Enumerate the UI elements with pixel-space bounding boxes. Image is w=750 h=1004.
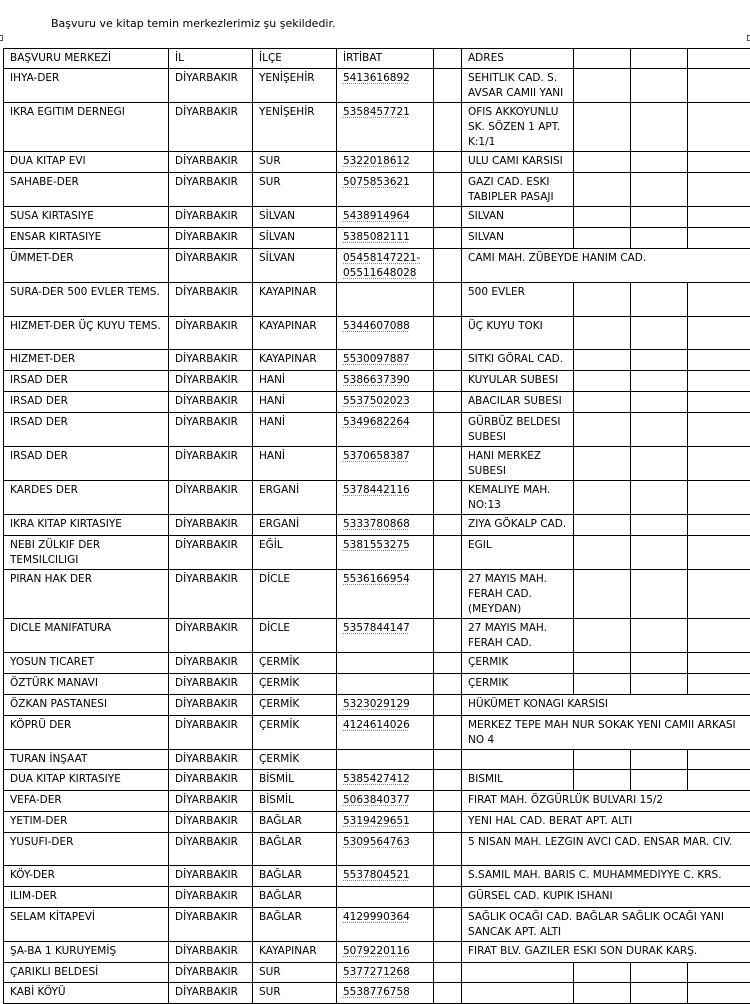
cell-ilce: HANİ xyxy=(253,371,337,392)
table-row xyxy=(4,207,750,228)
cell-phone: 5344607088 xyxy=(337,317,434,350)
cell-ilce: SİLVAN xyxy=(253,249,337,283)
cell-il: DİYARBAKIR xyxy=(169,228,253,249)
cell-address: SITKI GÖRAL CAD. xyxy=(462,350,574,371)
cell-il: DİYARBAKIR xyxy=(169,619,253,653)
table-row xyxy=(4,942,750,963)
table-row xyxy=(4,695,750,716)
cell-center: DUA KITAP KIRTASIYE xyxy=(4,770,169,791)
table-row xyxy=(4,791,750,812)
cell-center: KÖPRÜ DER xyxy=(4,716,169,750)
cell-address: GAZI CAD. ESKI TABIPLER PASAJI xyxy=(462,173,574,207)
cell-ilce: ÇERMİK xyxy=(253,674,337,695)
header-adres: ADRES xyxy=(462,49,574,69)
cell-phone: 5385082111 xyxy=(337,228,434,249)
cell-address: ÜÇ KUYU TOKI xyxy=(462,317,574,350)
cell-phone: 4124614026 xyxy=(337,716,434,750)
cell-phone: 5377271268 xyxy=(337,963,434,983)
header-ilce: İLÇE xyxy=(253,49,337,69)
cell-center: NEBI ZÜLKIF DER TEMSILCILIGI xyxy=(4,536,169,570)
cell-phone: 5322018612 xyxy=(337,152,434,173)
cell-center: HIZMET-DER xyxy=(4,350,169,371)
cell-il: DİYARBAKIR xyxy=(169,173,253,207)
cell-center: SAHABE-DER xyxy=(4,173,169,207)
cell-address: GÜRBÜZ BELDESI SUBESI xyxy=(462,413,574,447)
cell-ilce: DİCLE xyxy=(253,570,337,619)
table-row xyxy=(4,866,750,887)
cell-address: BISMIL xyxy=(462,770,574,791)
table-row xyxy=(4,152,750,173)
cell-ilce: SUR xyxy=(253,963,337,983)
cell-il: DİYARBAKIR xyxy=(169,481,253,515)
cell-address: ULU CAMI KARSISI xyxy=(462,152,574,173)
cell-address: 5 NISAN MAH. LEZGIN AVCI CAD. ENSAR MAR. CIV. xyxy=(462,833,750,866)
cell-address: S.SAMIL MAH. BARIS C. MUHAMMEDIYYE C. KRS. xyxy=(462,866,750,887)
table-row xyxy=(4,481,750,515)
cell-ilce: BAĞLAR xyxy=(253,887,337,908)
cell-ilce: KAYAPINAR xyxy=(253,283,337,317)
cell-ilce: ERGANİ xyxy=(253,481,337,515)
cell-phone: 5381553275 xyxy=(337,536,434,570)
cell-center: ÜMMET-DER xyxy=(4,249,169,283)
cell-il: DİYARBAKIR xyxy=(169,791,253,812)
cell-address: FIRAT MAH. ÖZGÜRLÜK BULVARI 15/2 xyxy=(462,791,750,812)
cell-il: DİYARBAKIR xyxy=(169,249,253,283)
cell-il: DİYARBAKIR xyxy=(169,983,253,1004)
cell-center: YUSUFI-DER xyxy=(4,833,169,866)
cell-ilce: SUR xyxy=(253,983,337,1004)
cell-il: DİYARBAKIR xyxy=(169,908,253,942)
cell-address: GÜRSEL CAD. KUPIK ISHANI xyxy=(462,887,750,908)
cell-phone: 5537502023 xyxy=(337,392,434,413)
table-row xyxy=(4,515,750,536)
cell-ilce: BAĞLAR xyxy=(253,812,337,833)
table-body xyxy=(4,69,750,1004)
cell-phone: 5370658387 xyxy=(337,447,434,481)
cell-address: SILVAN xyxy=(462,228,574,249)
table-row xyxy=(4,653,750,674)
cell-address: OFIS AKKOYUNLU SK. SÖZEN 1 APT. K:1/1 xyxy=(462,103,574,152)
cell-center: IRSAD DER xyxy=(4,413,169,447)
cell-il: DİYARBAKIR xyxy=(169,371,253,392)
cell-phone: 4129990364 xyxy=(337,908,434,942)
cell-phone: 5333780868 xyxy=(337,515,434,536)
cell-center: ENSAR KIRTASIYE xyxy=(4,228,169,249)
cell-phone: 5530097887 xyxy=(337,350,434,371)
cell-il: DİYARBAKIR xyxy=(169,833,253,866)
cell-ilce: HANİ xyxy=(253,447,337,481)
cell-center: ÖZTÜRK MANAVI xyxy=(4,674,169,695)
cell-il: DİYARBAKIR xyxy=(169,207,253,228)
cell-center: IRSAD DER xyxy=(4,392,169,413)
cell-address: ZIYA GÖKALP CAD. xyxy=(462,515,574,536)
cell-ilce: ÇERMİK xyxy=(253,695,337,716)
cell-il: DİYARBAKIR xyxy=(169,447,253,481)
cell-center: TURAN İNŞAAT xyxy=(4,750,169,770)
cell-il: DİYARBAKIR xyxy=(169,887,253,908)
cell-phone: 5349682264 xyxy=(337,413,434,447)
cell-center: SUSA KIRTASIYE xyxy=(4,207,169,228)
cell-address: KEMALIYE MAH. NO:13 xyxy=(462,481,574,515)
cell-address: MERKEZ TEPE MAH NUR SOKAK YENI CAMII ARKASI NO 4 xyxy=(462,716,750,750)
cell-phone: 5538776758 xyxy=(337,983,434,1004)
table-row xyxy=(4,770,750,791)
cell-center: SURA-DER 500 EVLER TEMS. xyxy=(4,283,169,317)
cell-il: DİYARBAKIR xyxy=(169,515,253,536)
cell-phone: 5319429651 xyxy=(337,812,434,833)
cell-center: PIRAN HAK DER xyxy=(4,570,169,619)
cell-ilce: ÇERMİK xyxy=(253,716,337,750)
cell-il: DİYARBAKIR xyxy=(169,674,253,695)
cell-ilce: SUR xyxy=(253,152,337,173)
table-row xyxy=(4,350,750,371)
table-row xyxy=(4,371,750,392)
cell-ilce: KAYAPINAR xyxy=(253,942,337,963)
table-row xyxy=(4,963,750,983)
cell-address: ABACILAR SUBESI xyxy=(462,392,574,413)
cell-ilce: ÇERMİK xyxy=(253,653,337,674)
cell-ilce: BİSMİL xyxy=(253,770,337,791)
cell-center: KARDES DER xyxy=(4,481,169,515)
cell-phone: 5537804521 xyxy=(337,866,434,887)
intro-text: Başvuru ve kitap temin merkezlerimiz şu şekildedir. xyxy=(51,17,336,30)
table-row xyxy=(4,228,750,249)
cell-il: DİYARBAKIR xyxy=(169,536,253,570)
cell-center: SELAM KİTAPEVİ xyxy=(4,908,169,942)
cell-address: CAMI MAH. ZÜBEYDE HANIM CAD. xyxy=(462,249,750,283)
cell-center: DICLE MANIFATURA xyxy=(4,619,169,653)
cell-il: DİYARBAKIR xyxy=(169,103,253,152)
table-row xyxy=(4,674,750,695)
cell-il: DİYARBAKIR xyxy=(169,942,253,963)
cell-center: YETIM-DER xyxy=(4,812,169,833)
table-row xyxy=(4,983,750,1004)
cell-ilce: HANİ xyxy=(253,413,337,447)
cell-address: FIRAT BLV. GAZILER ESKI SON DURAK KARŞ. xyxy=(462,942,750,963)
cell-il: DİYARBAKIR xyxy=(169,69,253,103)
table-row xyxy=(4,392,750,413)
cell-ilce: DİCLE xyxy=(253,619,337,653)
cell-center: YOSUN TICARET xyxy=(4,653,169,674)
table-row xyxy=(4,750,750,770)
cell-center: ÖZKAN PASTANESI xyxy=(4,695,169,716)
header-il: İL xyxy=(169,49,253,69)
cell-address xyxy=(462,963,574,983)
table-row xyxy=(4,283,750,317)
cell-address: ÇERMIK xyxy=(462,653,574,674)
cell-address xyxy=(462,983,574,1004)
cell-address: YENI HAL CAD. BERAT APT. ALTI xyxy=(462,812,750,833)
cell-phone: 5385427412 xyxy=(337,770,434,791)
cell-il: DİYARBAKIR xyxy=(169,350,253,371)
cell-il: DİYARBAKIR xyxy=(169,812,253,833)
cell-ilce: SİLVAN xyxy=(253,207,337,228)
cell-ilce: SİLVAN xyxy=(253,228,337,249)
cell-center: IKRA EGITIM DERNEGI xyxy=(4,103,169,152)
cell-il: DİYARBAKIR xyxy=(169,653,253,674)
cell-address: SILVAN xyxy=(462,207,574,228)
table-row xyxy=(4,812,750,833)
cell-il: DİYARBAKIR xyxy=(169,770,253,791)
cell-phone: 5413616892 xyxy=(337,69,434,103)
cell-ilce: BAĞLAR xyxy=(253,866,337,887)
cell-ilce: KAYAPINAR xyxy=(253,350,337,371)
cell-il: DİYARBAKIR xyxy=(169,413,253,447)
cell-phone: 5386637390 xyxy=(337,371,434,392)
cell-ilce: ÇERMİK xyxy=(253,750,337,770)
cell-phone xyxy=(337,750,434,770)
cell-il: DİYARBAKIR xyxy=(169,152,253,173)
cell-address: ÇERMIK xyxy=(462,674,574,695)
cell-ilce: BAĞLAR xyxy=(253,908,337,942)
cell-ilce: BİSMİL xyxy=(253,791,337,812)
cell-center: IRSAD DER xyxy=(4,447,169,481)
cell-phone xyxy=(337,283,434,317)
cell-ilce: ERGANİ xyxy=(253,515,337,536)
cell-ilce: BAĞLAR xyxy=(253,833,337,866)
cell-il: DİYARBAKIR xyxy=(169,963,253,983)
table-row xyxy=(4,173,750,207)
table-row xyxy=(4,103,750,152)
cell-phone: 5536166954 xyxy=(337,570,434,619)
cell-center: IHYA-DER xyxy=(4,69,169,103)
cell-il: DİYARBAKIR xyxy=(169,695,253,716)
cell-address: KUYULAR SUBESI xyxy=(462,371,574,392)
cell-center: IRSAD DER xyxy=(4,371,169,392)
table-header-row xyxy=(4,49,750,69)
cell-phone: 5075853621 xyxy=(337,173,434,207)
cell-phone: 5438914964 xyxy=(337,207,434,228)
cell-address xyxy=(462,750,574,770)
cell-phone: 5309564763 xyxy=(337,833,434,866)
table-row xyxy=(4,69,750,103)
header-irtibat: İRTİBAT xyxy=(337,49,434,69)
cell-center: VEFA-DER xyxy=(4,791,169,812)
cell-il: DİYARBAKIR xyxy=(169,866,253,887)
cell-address: 27 MAYIS MAH. FERAH CAD.(MEYDAN) xyxy=(462,570,574,619)
cell-center: KABİ KÖYÜ xyxy=(4,983,169,1004)
cell-address: HANI MERKEZ SUBESI xyxy=(462,447,574,481)
table-row xyxy=(4,619,750,653)
cell-phone xyxy=(337,674,434,695)
cell-center: DUA KITAP EVI xyxy=(4,152,169,173)
header-center: BAŞVURU MERKEZİ xyxy=(4,49,169,69)
cell-il: DİYARBAKIR xyxy=(169,317,253,350)
cell-phone: 5323029129 xyxy=(337,695,434,716)
cell-ilce: YENİŞEHİR xyxy=(253,103,337,152)
table-row xyxy=(4,317,750,350)
cell-address: 500 EVLER xyxy=(462,283,574,317)
table-row xyxy=(4,570,750,619)
cell-phone: 05458147221-05511648028 xyxy=(337,249,434,283)
cell-center: KÖY-DER xyxy=(4,866,169,887)
table-row xyxy=(4,447,750,481)
table-row xyxy=(4,536,750,570)
cell-phone: 5063840377 xyxy=(337,791,434,812)
table-row xyxy=(4,249,750,283)
cell-center: ILIM-DER xyxy=(4,887,169,908)
cell-phone: 5079220116 xyxy=(337,942,434,963)
cell-il: DİYARBAKIR xyxy=(169,716,253,750)
cell-address: SAĞLIK OCAĞI CAD. BAĞLAR SAĞLIK OCAĞI YANI SANCAK APT. ALTI xyxy=(462,908,750,942)
cell-address: 27 MAYIS MAH. FERAH CAD. xyxy=(462,619,574,653)
cell-ilce: SUR xyxy=(253,173,337,207)
cell-address: SEHITLIK CAD. S. AVSAR CAMII YANI xyxy=(462,69,574,103)
cell-il: DİYARBAKIR xyxy=(169,750,253,770)
cell-phone: 5357844147 xyxy=(337,619,434,653)
table-row xyxy=(4,716,750,750)
cell-ilce: HANİ xyxy=(253,392,337,413)
cell-center: IKRA KITAP KIRTASIYE xyxy=(4,515,169,536)
cell-center: ÇARIKLI BELDESİ xyxy=(4,963,169,983)
margin-corner-mark-left xyxy=(0,35,3,41)
cell-phone xyxy=(337,653,434,674)
cell-center: HIZMET-DER ÜÇ KUYU TEMS. xyxy=(4,317,169,350)
cell-phone: 5358457721 xyxy=(337,103,434,152)
cell-address: HÜKÜMET KONAGI KARSISI xyxy=(462,695,750,716)
cell-ilce: YENİŞEHİR xyxy=(253,69,337,103)
cell-phone: 5378442116 xyxy=(337,481,434,515)
cell-phone xyxy=(337,887,434,908)
cell-il: DİYARBAKIR xyxy=(169,392,253,413)
table-row xyxy=(4,413,750,447)
cell-center: ŞA-BA 1 KURUYEMİŞ xyxy=(4,942,169,963)
table-row xyxy=(4,908,750,942)
cell-ilce: KAYAPINAR xyxy=(253,317,337,350)
cell-il: DİYARBAKIR xyxy=(169,283,253,317)
cell-address: EGIL xyxy=(462,536,574,570)
cell-il: DİYARBAKIR xyxy=(169,570,253,619)
cell-ilce: EĞİL xyxy=(253,536,337,570)
table-row xyxy=(4,887,750,908)
